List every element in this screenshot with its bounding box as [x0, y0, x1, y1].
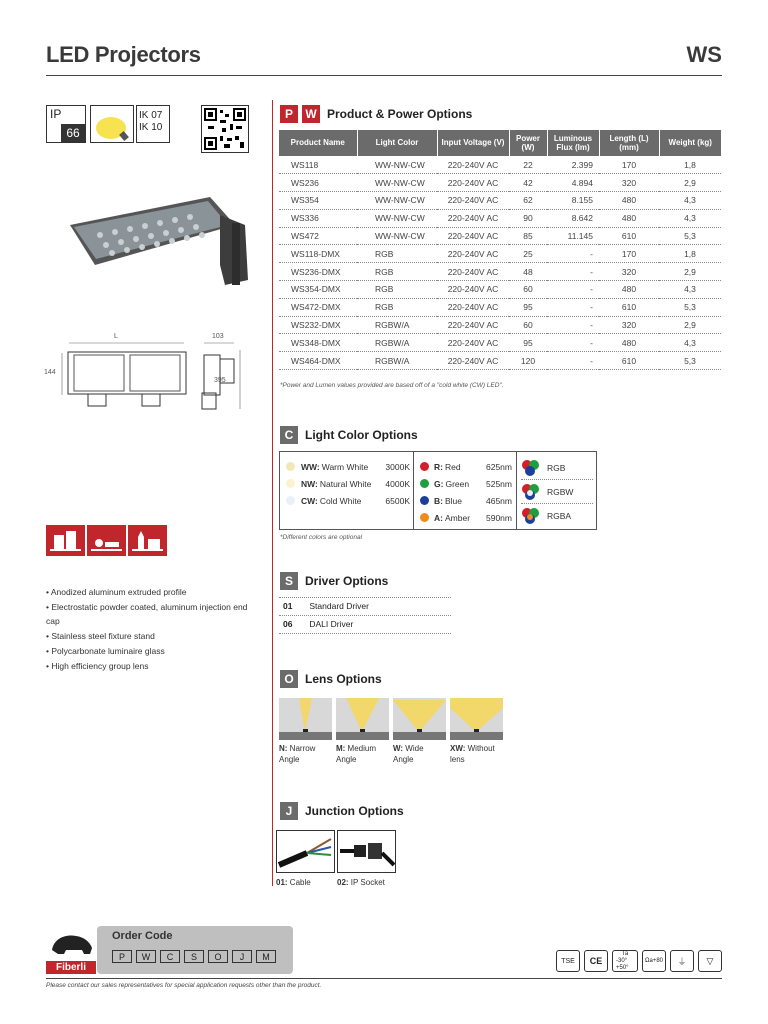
table-cell: WW-NW-CW	[357, 156, 437, 174]
white-option	[286, 458, 410, 475]
lens-code: XW:	[450, 744, 466, 753]
driver-item	[279, 616, 451, 634]
col-header: Product Name	[279, 130, 357, 156]
color-nm: 465nm	[486, 495, 512, 506]
table-cell: WS472	[279, 227, 357, 245]
color-swatch	[420, 496, 429, 505]
header-divider	[46, 75, 722, 76]
table-cell: 220-240V AC	[437, 156, 509, 174]
ip-rating-badge	[46, 105, 86, 143]
white-temp: 4000K	[385, 478, 410, 489]
table-cell: 5,3	[659, 298, 721, 316]
junction-option-socket	[337, 830, 396, 888]
order-code-cell: W	[136, 950, 156, 963]
color-name: Amber	[444, 512, 471, 523]
table-cell: WS236	[279, 174, 357, 192]
color-note: *Different colors are optional	[280, 534, 363, 541]
ik-rating	[136, 105, 170, 143]
col-header: Input Voltage (V)	[437, 130, 509, 156]
table-cell: 2,9	[659, 263, 721, 281]
feature-item: • Polycarbonate luminaire glass	[46, 645, 165, 656]
dim-height: 144	[44, 369, 56, 376]
white-code: CW:	[301, 495, 318, 506]
table-cell: 220-240V AC	[437, 263, 509, 281]
col-header: Power (W)	[509, 130, 547, 156]
table-cell: WS464-DMX	[279, 352, 357, 370]
table-cell: 25	[509, 245, 547, 263]
mix-name: RGB	[547, 462, 566, 473]
white-code: WW:	[301, 461, 320, 472]
junction-section-header	[280, 802, 404, 820]
junction-options	[276, 830, 396, 888]
lens-name-2: Angle	[393, 755, 414, 764]
table-row	[279, 192, 721, 210]
ce-cert-icon: CE	[584, 950, 608, 972]
white-code: NW:	[301, 478, 318, 489]
badge-c: C	[280, 426, 298, 444]
lens-name: Without	[465, 744, 495, 753]
color-code: A:	[434, 512, 443, 523]
color-swatch	[420, 513, 429, 522]
table-cell: WW-NW-CW	[357, 227, 437, 245]
color-code: R:	[434, 461, 443, 472]
table-cell: -	[547, 281, 599, 299]
lens-name: Medium	[345, 744, 377, 753]
table-cell: WW-NW-CW	[357, 174, 437, 192]
table-cell: 5,3	[659, 227, 721, 245]
brand-name: Fiberli	[46, 961, 96, 974]
order-code-cell: O	[208, 950, 228, 963]
table-cell: 11.145	[547, 227, 599, 245]
white-name: Warm White	[321, 461, 369, 472]
table-cell: RGBW/A	[357, 316, 437, 334]
light-color-section-header	[280, 426, 418, 444]
table-row	[279, 156, 721, 174]
color-swatch	[420, 479, 429, 488]
ip-value: 66	[61, 124, 85, 142]
power-note: *Power and Lumen values provided are based off of a "cold white (CW) LED".	[280, 382, 504, 389]
table-cell: -	[547, 352, 599, 370]
order-code-label: Order Code	[112, 930, 173, 942]
table-cell: 5,3	[659, 352, 721, 370]
table-cell: WS118	[279, 156, 357, 174]
lens-option-medium	[336, 698, 389, 765]
dim-width: 103	[212, 333, 224, 340]
ip-label: IP	[50, 107, 62, 121]
table-cell: 42	[509, 174, 547, 192]
table-cell: 4,3	[659, 281, 721, 299]
order-code-cell: P	[112, 950, 132, 963]
table-cell: -	[547, 298, 599, 316]
white-option	[286, 492, 410, 509]
driver-code: 01	[283, 601, 293, 611]
table-cell: RGBW/A	[357, 334, 437, 352]
table-cell: 320	[599, 174, 659, 192]
lens-code: W:	[393, 744, 404, 753]
color-name: Blue	[444, 495, 462, 506]
table-cell: 8.642	[547, 209, 599, 227]
mix-option	[521, 480, 593, 504]
application-icons	[46, 525, 167, 556]
badge-j: J	[280, 802, 298, 820]
section-title: Lens Options	[305, 672, 382, 686]
white-name: Natural White	[319, 478, 372, 489]
white-swatch	[286, 496, 295, 505]
table-cell: 60	[509, 316, 547, 334]
dimension-drawing	[44, 335, 249, 415]
table-cell: 220-240V AC	[437, 174, 509, 192]
table-cell: 85	[509, 227, 547, 245]
table-cell: -	[547, 334, 599, 352]
product-table-body	[279, 156, 721, 370]
table-cell: 220-240V AC	[437, 209, 509, 227]
ta-label: Ta	[621, 950, 629, 957]
color-code: B:	[434, 495, 443, 506]
page-title: LED Projectors	[46, 42, 201, 67]
table-cell: -	[547, 316, 599, 334]
ip-socket-icon	[337, 830, 396, 873]
feature-item: • High efficiency group lens	[46, 660, 149, 671]
table-cell: WS236-DMX	[279, 263, 357, 281]
order-code-cell: J	[232, 950, 252, 963]
qr-code-icon	[201, 105, 249, 153]
table-cell: 220-240V AC	[437, 281, 509, 299]
table-cell: 170	[599, 245, 659, 263]
lens-option-without	[450, 698, 503, 765]
table-cell: -	[547, 263, 599, 281]
color-mix-icon	[521, 483, 541, 501]
mix-option	[521, 504, 593, 528]
wide-beam-icon	[393, 698, 446, 740]
mix-name: RGBA	[547, 511, 572, 521]
table-cell: 120	[509, 352, 547, 370]
order-code-cell: C	[160, 950, 180, 963]
product-table	[279, 130, 721, 370]
table-cell: 4.894	[547, 174, 599, 192]
table-row	[279, 174, 721, 192]
table-row	[279, 298, 721, 316]
f-mark-icon: ▽	[698, 950, 722, 972]
driver-section-header	[280, 572, 388, 590]
lens-name-2: Angle	[336, 755, 357, 764]
table-cell: 220-240V AC	[437, 352, 509, 370]
feature-item: • Electrostatic powder coated, aluminum injection end cap	[46, 601, 248, 627]
junction-name: Cable	[287, 878, 311, 887]
earth-ground-icon: ⏚	[670, 950, 694, 972]
temperature-range-icon	[612, 950, 638, 972]
ik-rating-1: IK 07	[139, 110, 163, 121]
table-cell: 220-240V AC	[437, 245, 509, 263]
table-cell: WS232-DMX	[279, 316, 357, 334]
mix-name: RGBW	[547, 486, 574, 497]
feature-list	[46, 585, 251, 673]
table-cell: 220-240V AC	[437, 334, 509, 352]
table-row	[279, 316, 721, 334]
light-color-box	[279, 451, 597, 530]
junction-name: IP Socket	[348, 878, 385, 887]
color-swatch	[420, 462, 429, 471]
feature-item: • Stainless steel fixture stand	[46, 631, 155, 642]
ambient-rating-icon: Ωa+80	[642, 950, 666, 972]
junction-option-cable	[276, 830, 335, 888]
lens-option-narrow	[279, 698, 332, 765]
lens-code: N:	[279, 744, 288, 753]
footer-line	[46, 978, 722, 979]
color-nm: 590nm	[486, 512, 512, 523]
temp-range: -30° +50°	[616, 957, 629, 971]
table-cell: 610	[599, 298, 659, 316]
table-cell: 320	[599, 263, 659, 281]
table-cell: RGBW/A	[357, 352, 437, 370]
white-name: Cold White	[319, 495, 362, 506]
table-cell: WS336	[279, 209, 357, 227]
product-section-header	[280, 105, 472, 123]
table-cell: 220-240V AC	[437, 192, 509, 210]
lens-code: M:	[336, 744, 346, 753]
dim-depth: 395	[214, 377, 226, 384]
driver-code: 06	[283, 619, 293, 629]
medium-beam-icon	[336, 698, 389, 740]
table-cell: RGB	[357, 263, 437, 281]
lens-options	[279, 698, 503, 765]
col-header: Luminous Flux (lm)	[547, 130, 599, 156]
table-cell: WS348-DMX	[279, 334, 357, 352]
lens-name: Wide	[403, 744, 424, 753]
table-cell: 610	[599, 227, 659, 245]
col-header: Light Color	[357, 130, 437, 156]
feature-item: • Anodized aluminum extruded profile	[46, 587, 187, 597]
mix-option	[521, 456, 593, 480]
section-divider	[272, 100, 273, 886]
narrow-beam-icon	[279, 698, 332, 740]
dim-length: L	[114, 333, 118, 340]
table-cell: 610	[599, 352, 659, 370]
lens-option-wide	[393, 698, 446, 765]
section-title: Junction Options	[305, 804, 404, 818]
park-icon	[87, 525, 126, 556]
table-cell: -	[547, 245, 599, 263]
table-cell: 480	[599, 281, 659, 299]
white-swatch	[286, 479, 295, 488]
color-name: Red	[444, 461, 461, 472]
table-row	[279, 263, 721, 281]
table-cell: 90	[509, 209, 547, 227]
section-title: Product & Power Options	[327, 107, 473, 121]
color-option	[420, 509, 512, 526]
table-cell: 480	[599, 192, 659, 210]
lens-section-header	[280, 670, 382, 688]
color-code: G:	[434, 478, 444, 489]
table-cell: 220-240V AC	[437, 227, 509, 245]
color-name: Green	[445, 478, 470, 489]
table-cell: 4,3	[659, 192, 721, 210]
product-photo	[60, 185, 260, 300]
driver-name: Standard Driver	[309, 601, 369, 611]
table-cell: WW-NW-CW	[357, 192, 437, 210]
white-temp: 3000K	[385, 461, 410, 472]
badge-o: O	[280, 670, 298, 688]
table-cell: 48	[509, 263, 547, 281]
table-row	[279, 334, 721, 352]
col-header: Length (L) (mm)	[599, 130, 659, 156]
table-row	[279, 245, 721, 263]
table-cell: 320	[599, 316, 659, 334]
driver-item	[279, 598, 451, 616]
table-row	[279, 352, 721, 370]
table-cell: RGB	[357, 245, 437, 263]
table-cell: WW-NW-CW	[357, 209, 437, 227]
certifications	[552, 950, 722, 972]
table-cell: RGB	[357, 298, 437, 316]
table-cell: 170	[599, 156, 659, 174]
order-code-cell: S	[184, 950, 204, 963]
table-cell: 2,9	[659, 174, 721, 192]
color-option	[420, 458, 512, 475]
disclaimer: Please contact our sales representatives for special application requests other than the product.	[46, 982, 322, 989]
table-cell: 480	[599, 334, 659, 352]
table-cell: 22	[509, 156, 547, 174]
white-option	[286, 475, 410, 492]
order-code-cell: M	[256, 950, 276, 963]
order-code-box	[97, 926, 293, 974]
badge-w: W	[302, 105, 320, 123]
lens-name: Narrow	[287, 744, 316, 753]
table-cell: 62	[509, 192, 547, 210]
monument-icon	[128, 525, 167, 556]
table-cell: 8.155	[547, 192, 599, 210]
junction-code: 01:	[276, 878, 288, 887]
table-cell: 1,8	[659, 156, 721, 174]
table-cell: 4,3	[659, 334, 721, 352]
color-option	[420, 475, 512, 492]
no-lens-beam-icon	[450, 698, 503, 740]
color-mix-icon	[521, 459, 541, 477]
table-row	[279, 209, 721, 227]
color-nm: 525nm	[486, 478, 512, 489]
white-swatch	[286, 462, 295, 471]
table-cell: WS118-DMX	[279, 245, 357, 263]
col-header: Weight (kg)	[659, 130, 721, 156]
table-cell: 480	[599, 209, 659, 227]
table-cell: 2,9	[659, 316, 721, 334]
driver-name: DALI Driver	[309, 619, 354, 629]
table-cell: 220-240V AC	[437, 316, 509, 334]
table-cell: 60	[509, 281, 547, 299]
ik-rating-2: IK 10	[139, 122, 163, 133]
color-option	[420, 492, 512, 509]
table-cell: 1,8	[659, 245, 721, 263]
color-mix-icon	[521, 507, 541, 525]
table-cell: WS354	[279, 192, 357, 210]
table-cell: 2.399	[547, 156, 599, 174]
table-row	[279, 227, 721, 245]
section-title: Driver Options	[305, 574, 389, 588]
table-cell: WS472-DMX	[279, 298, 357, 316]
table-cell: 4,3	[659, 209, 721, 227]
tse-cert-icon: TSE	[556, 950, 580, 972]
driver-list	[279, 597, 451, 634]
lens-name-2: lens	[450, 755, 465, 764]
white-temp: 6500K	[385, 495, 410, 506]
cable-icon	[276, 830, 335, 873]
color-nm: 625nm	[486, 461, 512, 472]
badge-p: P	[280, 105, 298, 123]
building-icon	[46, 525, 85, 556]
badge-s: S	[280, 572, 298, 590]
table-cell: 95	[509, 298, 547, 316]
product-code: WS	[686, 42, 722, 67]
table-cell: 95	[509, 334, 547, 352]
table-row	[279, 281, 721, 299]
table-header-row	[279, 130, 721, 156]
table-cell: RGB	[357, 281, 437, 299]
lens-name-2: Angle	[279, 755, 300, 764]
table-cell: WS354-DMX	[279, 281, 357, 299]
section-title: Light Color Options	[305, 428, 418, 442]
junction-code: 02:	[337, 878, 349, 887]
brand-logo	[46, 926, 96, 974]
table-cell: 220-240V AC	[437, 298, 509, 316]
impact-icon	[90, 105, 134, 143]
